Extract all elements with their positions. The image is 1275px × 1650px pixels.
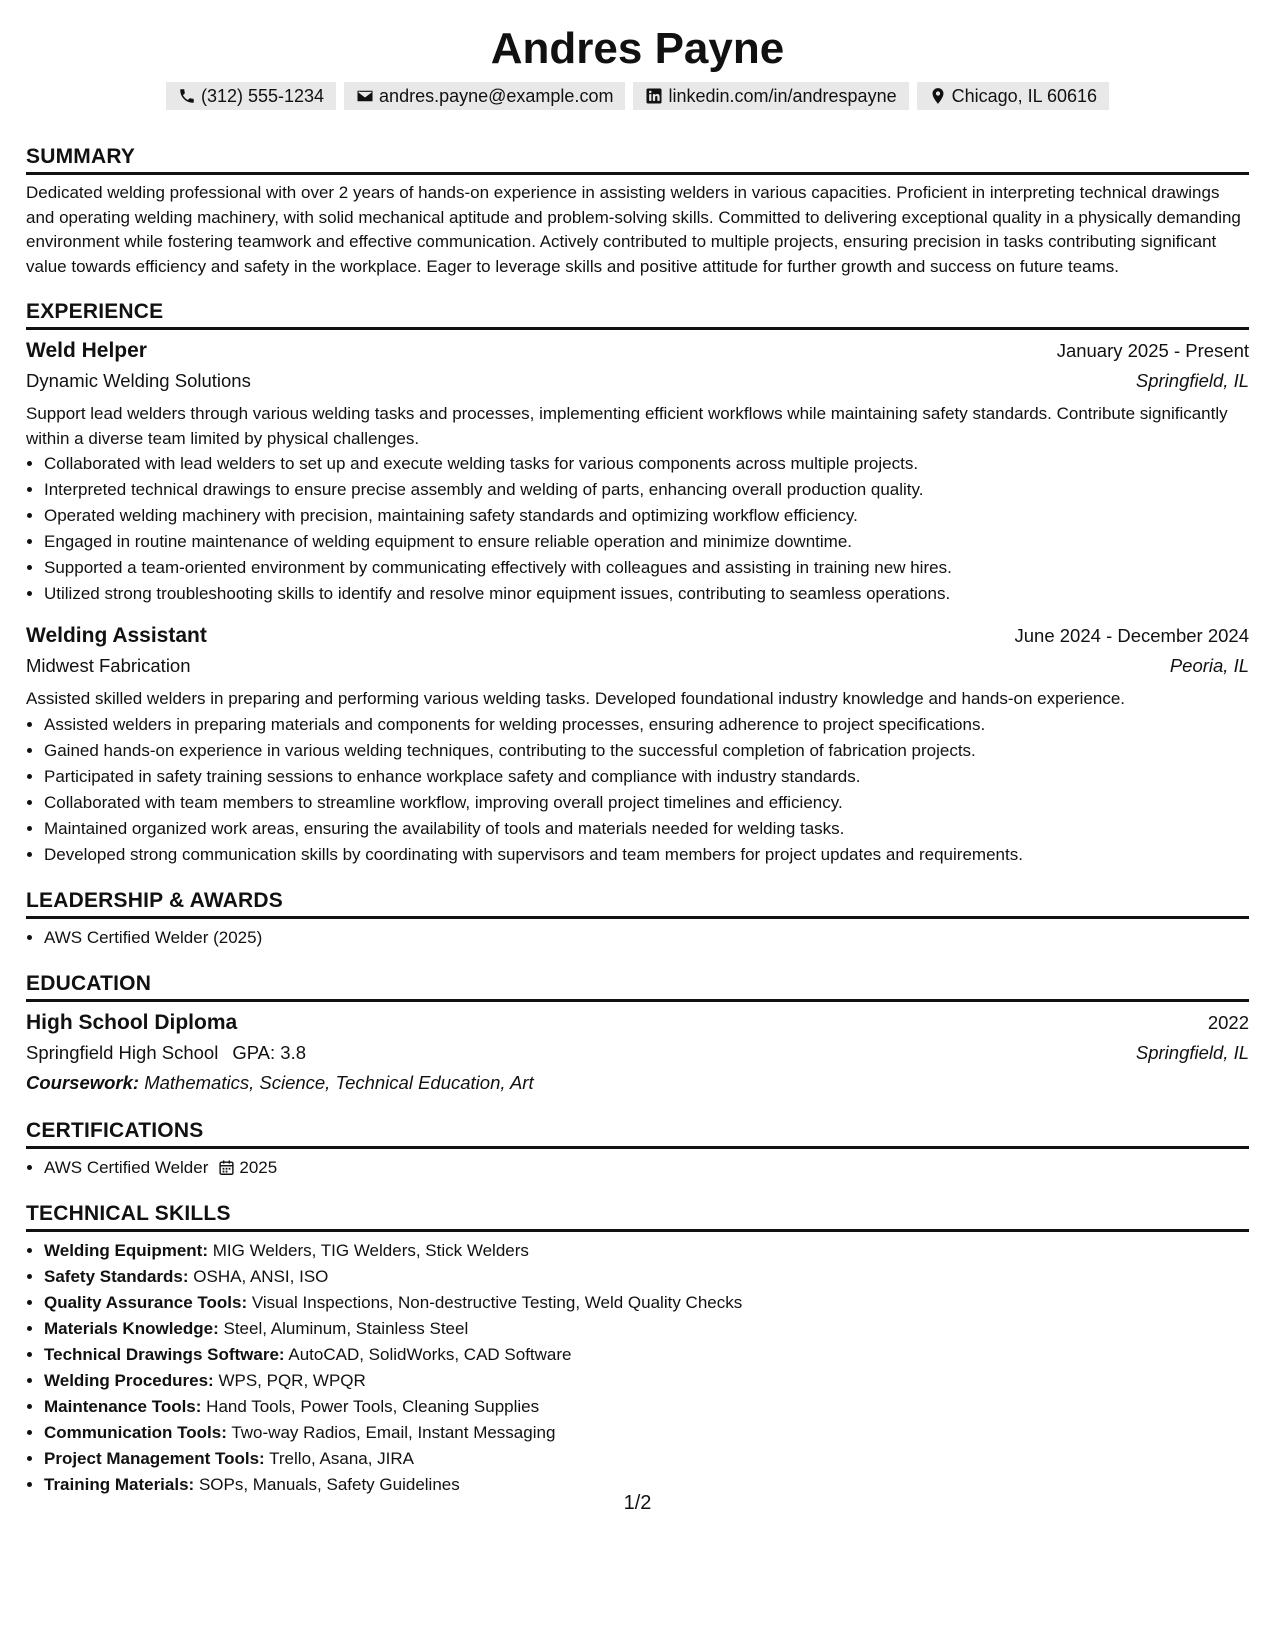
list-item: • Operated welding machinery with precision, maintaining safety standards and optimizing workflow efficiency. [44, 503, 1249, 529]
leadership-list [26, 925, 1249, 951]
calendar-icon [218, 1159, 235, 1176]
education-section [26, 971, 1249, 1098]
list-item: • Collaborated with lead welders to set up and execute welding tasks for various components across multiple projects. [44, 451, 1249, 477]
coursework-label: Coursework: [26, 1071, 140, 1093]
job-company: Midwest Fabrication [26, 655, 191, 676]
job-description: Support lead welders through various welding tasks and processes, implementing efficient workflows while maintaining safety standards. Contribute significantly within a diverse team limited by physical challenges. [26, 404, 1228, 448]
job-location: Springfield, IL [1135, 370, 1249, 391]
list-item: • Assisted welders in preparing materials and components for welding processes, ensuring adherence to project specifications. [44, 712, 1249, 738]
map-pin-icon [929, 87, 947, 105]
candidate-name: Andres Payne [490, 24, 785, 73]
skill-value: Hand Tools, Power Tools, Cleaning Supplies [206, 1396, 540, 1416]
section-title: SUMMARY [26, 144, 1249, 175]
job-company: Dynamic Welding Solutions [26, 370, 251, 391]
list-item: • Utilized strong troubleshooting skills to identify and resolve minor equipment issues, contributing to seamless operations. [44, 581, 1249, 607]
skill-label: Training Materials: [44, 1474, 195, 1494]
graduation-year: 2022 [1207, 1011, 1249, 1033]
skill-label: Welding Procedures: [44, 1370, 214, 1390]
skill-label: Technical Drawings Software: [44, 1344, 285, 1364]
linkedin-text: linkedin.com/in/andrespayne [668, 86, 897, 106]
list-item [44, 1368, 1249, 1394]
list-item: • Supported a team-oriented environment by communicating effectively with colleagues and assisting in training new hires. [44, 555, 1249, 581]
job-description: Assisted skilled welders in preparing and performing various welding tasks. Developed foundational industry knowledge and hands-on experience. [26, 689, 1126, 708]
section-title: TECHNICAL SKILLS [26, 1201, 1249, 1232]
job-dates: January 2025 - Present [1056, 340, 1249, 361]
skill-label: Project Management Tools: [44, 1448, 265, 1468]
leadership-section [26, 888, 1249, 951]
skills-list [26, 1238, 1249, 1498]
job-role: Weld Helper [26, 339, 147, 362]
list-item: • Gained hands-on experience in various welding techniques, contributing to the successful completion of fabrication projects. [44, 738, 1249, 764]
job-dates: June 2024 - December 2024 [1014, 625, 1249, 646]
list-item: • Developed strong communication skills by coordinating with supervisors and team members for project updates and requirements. [44, 842, 1249, 868]
skill-value: MIG Welders, TIG Welders, Stick Welders [212, 1240, 529, 1260]
list-item [44, 1238, 1249, 1264]
summary-section [26, 144, 1249, 279]
skill-value: AutoCAD, SolidWorks, CAD Software [288, 1344, 572, 1364]
school-name: Springfield High School [26, 1041, 219, 1063]
email-text: andres.payne@example.com [379, 86, 614, 106]
certification-name: AWS Certified Welder [44, 1157, 209, 1177]
phone-text: (312) 555-1234 [200, 86, 325, 106]
skill-value: Trello, Asana, JIRA [269, 1448, 415, 1468]
list-item [44, 1446, 1249, 1472]
skill-value: Visual Inspections, Non-destructive Testing, Weld Quality Checks [251, 1292, 743, 1312]
list-item: • AWS Certified Welder (2025) [44, 925, 1249, 951]
list-item [44, 1342, 1249, 1368]
contact-location[interactable] [917, 82, 1109, 110]
education-entry [26, 1008, 1249, 1098]
list-item [44, 1394, 1249, 1420]
certifications-list [26, 1155, 1249, 1181]
section-title: CERTIFICATIONS [26, 1118, 1249, 1149]
school-location: Springfield, IL [1135, 1041, 1249, 1063]
skill-value: OSHA, ANSI, ISO [193, 1266, 329, 1286]
list-item: • Participated in safety training sessions to enhance workplace safety and compliance with industry standards. [44, 764, 1249, 790]
skill-label: Welding Equipment: [44, 1240, 209, 1260]
section-title: EDUCATION [26, 971, 1249, 1002]
job-entry [26, 621, 1249, 868]
job-location: Peoria, IL [1169, 655, 1249, 676]
job-entry [26, 336, 1249, 607]
envelope-icon [356, 87, 374, 105]
certification-year: 2025 [239, 1157, 278, 1177]
list-item [44, 1155, 1249, 1181]
job-bullets [26, 712, 1249, 868]
skill-label: Maintenance Tools: [44, 1396, 202, 1416]
list-item [44, 1316, 1249, 1342]
contact-linkedin[interactable] [633, 82, 908, 110]
list-item [44, 1264, 1249, 1290]
skill-label: Quality Assurance Tools: [44, 1292, 248, 1312]
page-number: 1/2 [623, 1492, 652, 1514]
degree: High School Diploma [26, 1010, 238, 1034]
contact-phone[interactable] [166, 82, 336, 110]
skill-label: Safety Standards: [44, 1266, 189, 1286]
skill-value: WPS, PQR, WPQR [218, 1370, 366, 1390]
job-bullets [26, 451, 1249, 607]
job-role: Welding Assistant [26, 624, 207, 647]
experience-section [26, 299, 1249, 868]
list-item: • Engaged in routine maintenance of welding equipment to ensure reliable operation and minimize downtime. [44, 529, 1249, 555]
list-item: • Collaborated with team members to streamline workflow, improving overall project timelines and efficiency. [44, 790, 1249, 816]
location-text: Chicago, IL 60616 [951, 86, 1098, 106]
section-title: EXPERIENCE [26, 299, 1249, 330]
list-item: • Interpreted technical drawings to ensure precise assembly and welding of parts, enhancing overall production quality. [44, 477, 1249, 503]
section-title: LEADERSHIP & AWARDS [26, 888, 1249, 919]
skill-value: SOPs, Manuals, Safety Guidelines [198, 1474, 460, 1494]
gpa: GPA: 3.8 [232, 1041, 307, 1063]
skill-value: Steel, Aluminum, Stainless Steel [223, 1318, 469, 1338]
skills-section [26, 1201, 1249, 1498]
certifications-section [26, 1118, 1249, 1181]
contact-bar [26, 82, 1249, 110]
list-item [44, 1420, 1249, 1446]
skill-label: Communication Tools: [44, 1422, 227, 1442]
list-item [44, 1290, 1249, 1316]
skill-value: Two-way Radios, Email, Instant Messaging [231, 1422, 556, 1442]
summary-text: Dedicated welding professional with over 2 years of hands-on experience in assisting welders in various capacities. Proficient in interpreting technical drawings and operating welding machinery, with solid mechanical aptitude and problem-solving skills. Committed to delivering exceptional quality in a physically demanding environment while fostering teamwork and effective communication. Actively contributed to multiple projects, ensuring precision in tasks contributing significant value towards efficiency and safety in the workplace. Eager to leverage skills and positive attitude for further growth and success on future teams. [26, 183, 1241, 276]
coursework-list: Mathematics, Science, Technical Education, Art [144, 1071, 534, 1093]
contact-email[interactable] [344, 82, 625, 110]
skill-label: Materials Knowledge: [44, 1318, 219, 1338]
coursework [26, 1068, 1249, 1098]
linkedin-icon [645, 87, 663, 105]
phone-icon [178, 87, 196, 105]
list-item: • Maintained organized work areas, ensuring the availability of tools and materials needed for welding tasks. [44, 816, 1249, 842]
